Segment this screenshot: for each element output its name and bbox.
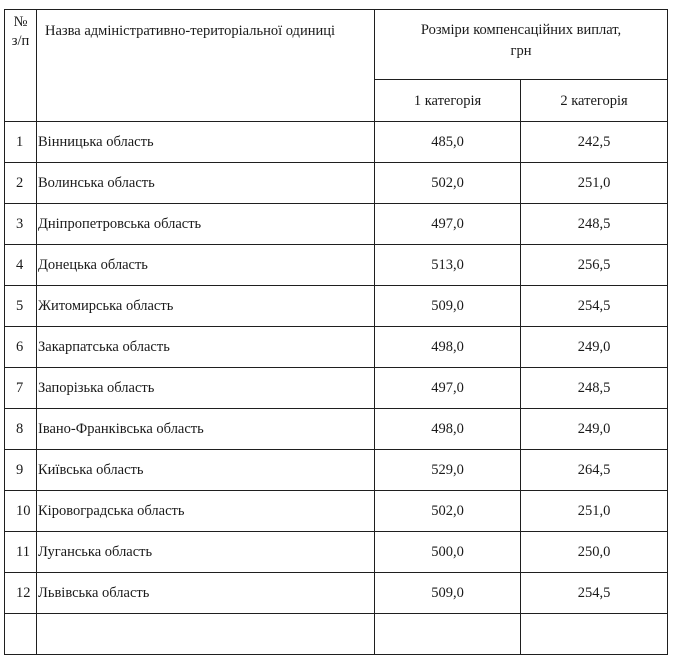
region-name: Київська область xyxy=(37,450,375,491)
region-name: Львівська область xyxy=(37,573,375,614)
category-2-value: 248,5 xyxy=(521,204,668,245)
category-2-value: 250,0 xyxy=(521,532,668,573)
region-name: Закарпатська область xyxy=(37,327,375,368)
region-name: Івано-Франківська область xyxy=(37,409,375,450)
region-name: Житомирська область xyxy=(37,286,375,327)
row-number: 2 xyxy=(5,163,37,204)
category-1-value: 497,0 xyxy=(375,204,521,245)
table-row xyxy=(5,245,668,286)
table-row xyxy=(5,450,668,491)
row-number: 8 xyxy=(5,409,37,450)
header-category-1: 1 категорія xyxy=(375,80,521,122)
table-row xyxy=(5,286,668,327)
region-name: Дніпропетровська область xyxy=(37,204,375,245)
row-number: 6 xyxy=(5,327,37,368)
row-number: 11 xyxy=(5,532,37,573)
table-row xyxy=(5,122,668,163)
category-1-value: 498,0 xyxy=(375,409,521,450)
region-name: Кіровоградська область xyxy=(37,491,375,532)
header-row-top xyxy=(5,10,668,80)
region-name: Луганська область xyxy=(37,532,375,573)
table-row-partial xyxy=(5,614,668,655)
header-number-abbrev: з/п xyxy=(11,33,30,49)
row-number: 1 xyxy=(5,122,37,163)
category-1-value: 509,0 xyxy=(375,286,521,327)
table-row xyxy=(5,532,668,573)
table-body xyxy=(5,122,668,655)
row-number xyxy=(5,614,37,655)
header-name-label: Назва адміністративно-територіальної одиниці xyxy=(45,23,336,39)
category-2-value: 264,5 xyxy=(521,450,668,491)
table-row xyxy=(5,327,668,368)
row-number: 10 xyxy=(5,491,37,532)
category-1-value: 485,0 xyxy=(375,122,521,163)
row-number: 4 xyxy=(5,245,37,286)
category-1-value: 497,0 xyxy=(375,368,521,409)
category-1-value xyxy=(375,614,521,655)
category-2-value: 242,5 xyxy=(521,122,668,163)
row-number: 12 xyxy=(5,573,37,614)
header-number-symbol: № xyxy=(13,14,28,30)
table-row xyxy=(5,491,668,532)
category-2-value: 248,5 xyxy=(521,368,668,409)
category-1-value: 498,0 xyxy=(375,327,521,368)
table-row xyxy=(5,573,668,614)
category-1-value: 500,0 xyxy=(375,532,521,573)
category-1-value: 513,0 xyxy=(375,245,521,286)
category-1-value: 509,0 xyxy=(375,573,521,614)
region-name xyxy=(37,614,375,655)
compensation-table xyxy=(4,9,668,655)
header-sizes-cell xyxy=(375,10,668,80)
table-row xyxy=(5,409,668,450)
category-2-value: 254,5 xyxy=(521,573,668,614)
category-2-value: 249,0 xyxy=(521,409,668,450)
category-1-value: 529,0 xyxy=(375,450,521,491)
category-2-value: 254,5 xyxy=(521,286,668,327)
header-category-2: 2 категорія xyxy=(521,80,668,122)
table-row xyxy=(5,368,668,409)
row-number: 3 xyxy=(5,204,37,245)
region-name: Запорізька область xyxy=(37,368,375,409)
category-2-value xyxy=(521,614,668,655)
header-number-cell xyxy=(5,10,37,122)
category-2-value: 251,0 xyxy=(521,163,668,204)
header-name-cell xyxy=(37,10,375,122)
header-sizes-unit: грн xyxy=(510,43,532,59)
category-2-value: 256,5 xyxy=(521,245,668,286)
header-sizes-label: Розміри компенсаційних виплат, xyxy=(420,22,622,38)
table-header xyxy=(5,10,668,122)
table-row xyxy=(5,163,668,204)
category-1-value: 502,0 xyxy=(375,491,521,532)
table-row xyxy=(5,204,668,245)
row-number: 9 xyxy=(5,450,37,491)
region-name: Вінницька область xyxy=(37,122,375,163)
row-number: 7 xyxy=(5,368,37,409)
region-name: Донецька область xyxy=(37,245,375,286)
category-2-value: 251,0 xyxy=(521,491,668,532)
category-1-value: 502,0 xyxy=(375,163,521,204)
category-2-value: 249,0 xyxy=(521,327,668,368)
region-name: Волинська область xyxy=(37,163,375,204)
row-number: 5 xyxy=(5,286,37,327)
